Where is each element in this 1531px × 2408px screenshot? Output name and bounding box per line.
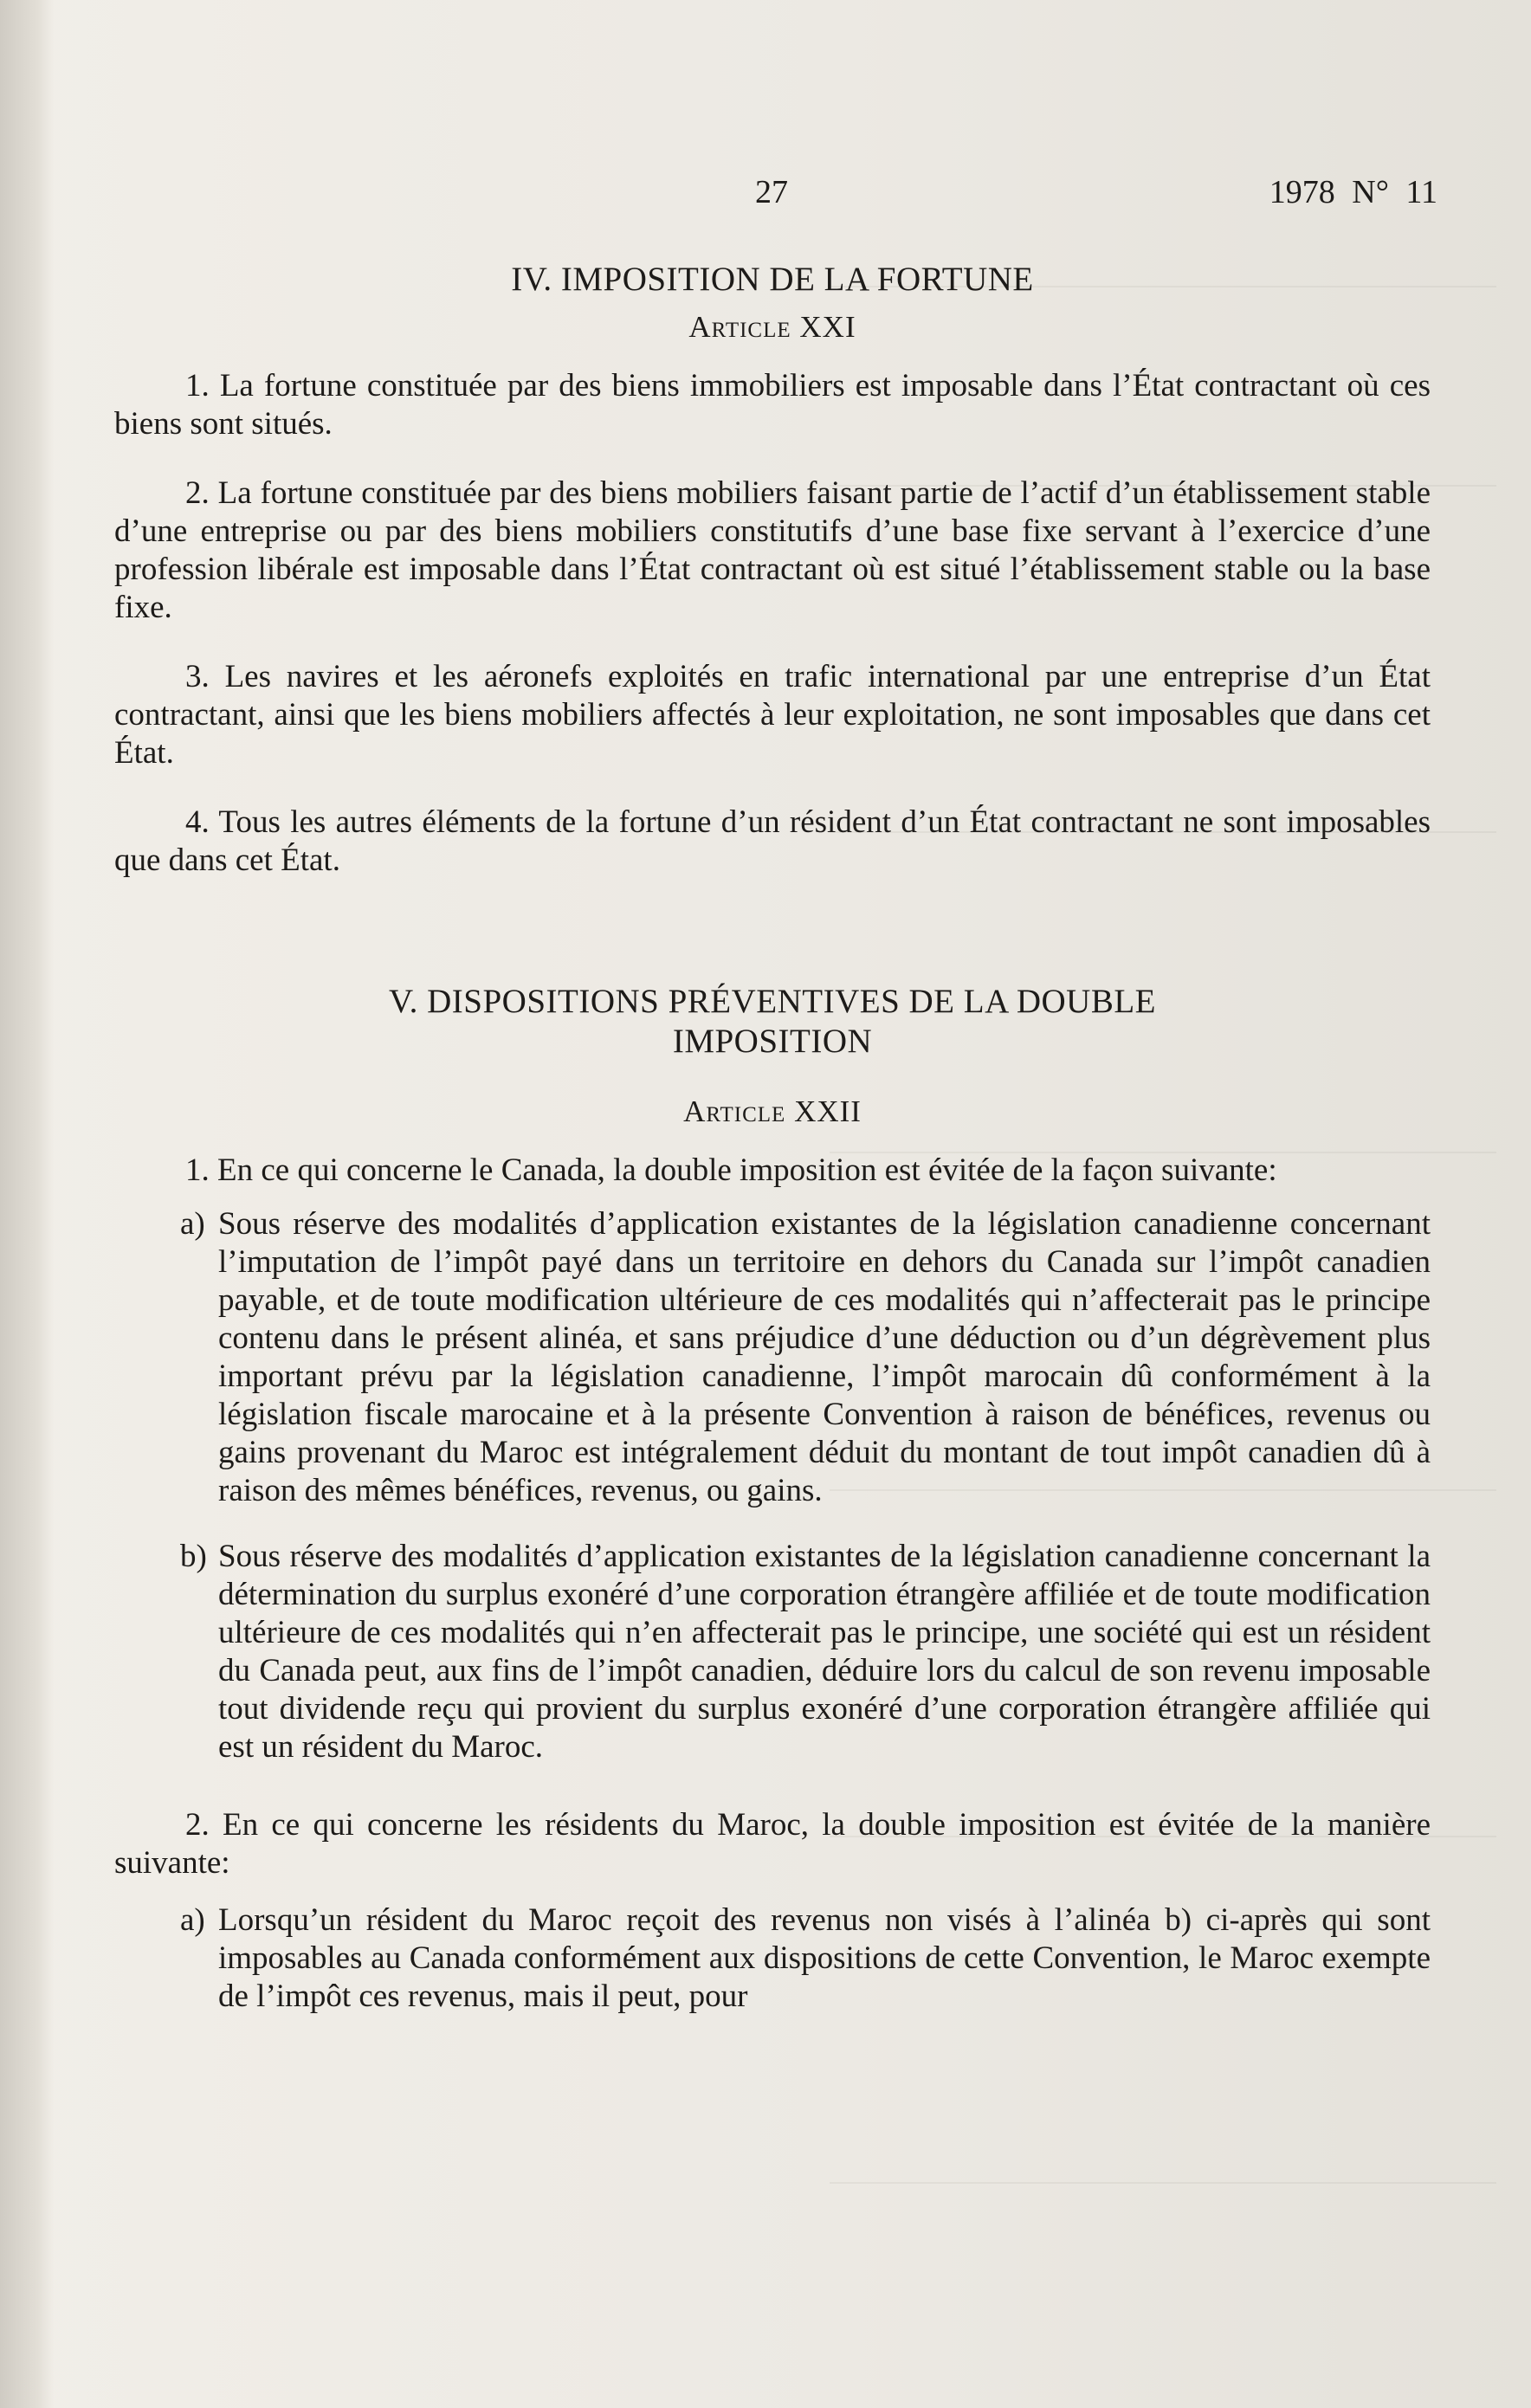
article-xxii-heading: Article XXII [683, 1094, 862, 1128]
page-header [0, 173, 1531, 225]
article-xxii-1-item-b [180, 1538, 1431, 1766]
part-v-title-line-1: V. DISPOSITIONS PRÉVENTIVES DE LA DOUBLE [389, 983, 1156, 1020]
item-text: Lorsqu’un résident du Maroc reçoit des revenus non visés à l’alinéa b) ci-après qui sont imposables au Canada conformément aux dispositions de cette Convention, le Maroc exempte de l’impôt ces revenus, mais il peut, pour [218, 1902, 1431, 2014]
heading-spacer [114, 1070, 1431, 1093]
article-xxi-heading: Article XXI [688, 310, 856, 344]
item-text: Sous réserve des modalités d’application existantes de la législation canadienne concernant la détermination du surplus exonéré d’une corporation étrangère affiliée et de toute modification ultérieure de ces modalités qui n’en affecterait pas le principe, une société qui est un résident du Canada peut, aux fins de l’impôt canadien, déduire lors du calcul de son revenu imposable tout dividende reçu qui provient du surplus exonéré d’une corporation étrangère affiliée qui est un résident du Maroc. [218, 1539, 1431, 1765]
bleed-through-line [830, 2182, 1496, 2184]
part-iv-title: IV. IMPOSITION DE LA FORTUNE [511, 261, 1034, 298]
part-v-title-line-2: IMPOSITION [672, 1023, 873, 1060]
item-label: b) [180, 1539, 207, 1574]
article-xxii-2-item-a [180, 1901, 1431, 2016]
running-head: 1978 N° 11 [1269, 174, 1437, 210]
page-number: 27 [755, 174, 788, 210]
article-xxi-paragraph-1: 1. La fortune constituée par des biens immobiliers est imposable dans l’État contractant où ces biens sont situés. [114, 368, 1431, 442]
article-xxi-paragraph-2: 2. La fortune constituée par des biens mobiliers faisant partie de l’actif d’un établissement stable d’une entreprise ou par des biens mobiliers constitutifs d’une base fixe servant à l’exercice d’une profession libérale est imposable dans l’État contractant où est situé l’établissement stable ou la base fixe. [114, 475, 1431, 625]
part-iv-section [114, 260, 1431, 880]
page-body [114, 260, 1431, 2043]
article-xxi-paragraph-3: 3. Les navires et les aéronefs exploités en trafic international par une entreprise d’un État contractant, ainsi que les biens mobiliers affectés à leur exploitation, ne sont imposables que dans cet État. [114, 659, 1431, 771]
item-text: Sous réserve des modalités d’application existantes de la législation canadienne concernant l’imputation de l’impôt payé dans un territoire en dehors du Canada sur l’impôt canadien payable, et de toute modification ultérieure de ces modalités qui n’affecterait pas le principe contenu dans le présent alinéa, et sans préjudice d’une déduction ou d’un dégrèvement plus important prévu par la législation canadienne, l’impôt marocain dû conformément à la législation fiscale marocaine et à la présente Convention à raison de bénéfices, revenus ou gains provenant du Maroc est intégralement déduit du montant de tout impôt canadien dû à raison des mêmes bénéfices, revenus, ou gains. [218, 1206, 1431, 1508]
article-xxii-paragraph-1-intro: 1. En ce qui concerne le Canada, la double imposition est évitée de la façon suivante: [185, 1152, 1277, 1188]
binding-gutter-shadow [0, 0, 54, 2408]
item-label: a) [180, 1902, 205, 1938]
item-label: a) [180, 1206, 205, 1242]
article-xxii-paragraph-2-intro: 2. En ce qui concerne les résidents du Maroc, la double imposition est évitée de la manière suivante: [114, 1807, 1431, 1881]
article-xxi-paragraph-4: 4. Tous les autres éléments de la fortune d’un résident d’un État contractant ne sont imposables que dans cet État. [114, 804, 1431, 878]
article-xxii-1-item-a [180, 1205, 1431, 1510]
section-spacer [114, 911, 1431, 982]
part-v-section [114, 982, 1431, 2016]
